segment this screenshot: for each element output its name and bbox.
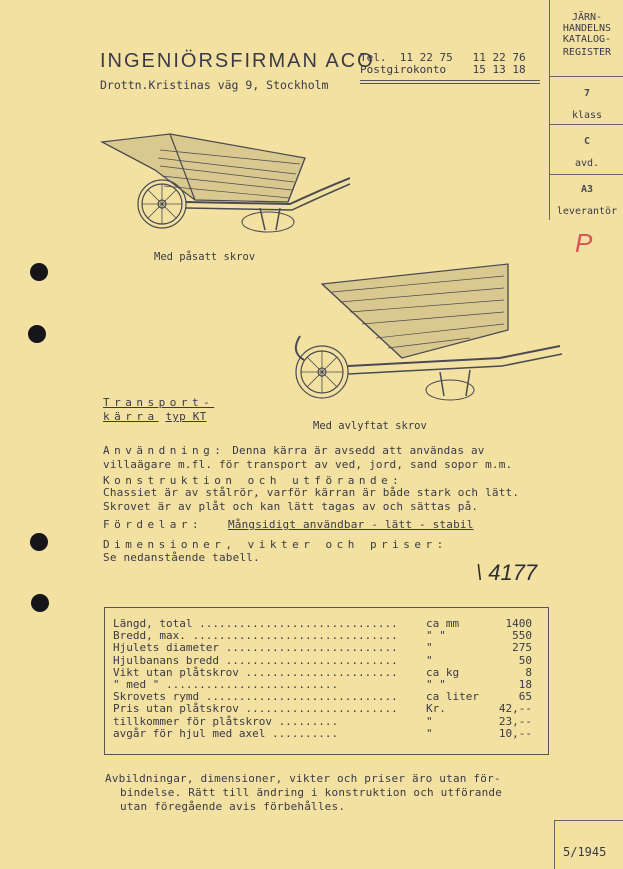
- product-name-line-2: [103, 410, 206, 423]
- table-row-label: Hjulbanans bredd ..........................: [113, 653, 398, 667]
- table-row-unit: ca kg: [426, 665, 460, 679]
- table-row-label: avgår för hjul med axel ..........: [113, 726, 339, 740]
- table-row-unit: ": [426, 653, 433, 667]
- construction-line-1: Chassiet är av stålrör, varför kärran är både stark och lätt.: [103, 486, 520, 499]
- table-row-value: 275: [512, 641, 532, 655]
- table-row-value: 1400: [505, 617, 532, 630]
- table-row-unit: ca mm: [426, 617, 460, 630]
- phone-line-1: Tel. 11 22 75 11 22 76: [360, 51, 526, 64]
- product-name-type: typ KT: [165, 410, 207, 423]
- klass-value: 7: [583, 88, 591, 99]
- caption-lifted-body: Med avlyftat skrov: [313, 420, 427, 432]
- klass-label: klass: [571, 110, 603, 121]
- advantages-line: [103, 518, 474, 531]
- construction-label: Konstruktion och utförande:: [103, 474, 404, 487]
- table-row-value: 50: [518, 653, 532, 667]
- avd-label: avd.: [574, 158, 600, 169]
- usage-label: Användning:: [103, 444, 226, 457]
- dimensions-label: Dimensioner, vikter och priser:: [103, 538, 448, 551]
- footer-line-2: bindelse. Rätt till ändring i konstruktion och utförande: [120, 786, 503, 799]
- leverantor-value: A3: [580, 184, 594, 195]
- table-row-unit: " ": [426, 678, 446, 691]
- table-row-value: 65: [518, 690, 532, 704]
- construction-line-2: Skrovet är av plåt och kan lätt tagas av och sättas på.: [103, 500, 479, 513]
- table-row-value: 18: [518, 678, 532, 691]
- punch-hole: [28, 325, 46, 343]
- table-row-label: Hjulets diameter ..........................: [113, 641, 398, 655]
- date-stamp-box: [554, 820, 623, 869]
- handwritten-mark: P: [575, 228, 593, 258]
- table-row-label: Skrovets rymd .............................: [113, 690, 398, 704]
- table-row-unit: ": [426, 641, 433, 655]
- phone-underline: [360, 83, 540, 84]
- table-row-unit: ": [426, 714, 433, 728]
- avd-value: C: [583, 136, 591, 147]
- table-row-value: 550: [512, 629, 532, 643]
- table-row-value: 42,--: [498, 702, 532, 716]
- date-stamp: 5/1945: [563, 845, 607, 859]
- footer-line-1: Avbildningar, dimensioner, vikter och priser äro utan för-: [105, 772, 501, 785]
- table-row-label: Vikt utan plåtskrov .......................: [113, 665, 398, 679]
- usage-line-1: [103, 444, 485, 457]
- dimensions-text: Se nedanstående tabell.: [103, 551, 260, 564]
- register-heading-2: HANDELNS: [562, 23, 612, 34]
- table-row-label: Längd, total ..............................: [113, 617, 398, 630]
- punch-hole: [31, 594, 49, 612]
- caption-fixed-body: Med påsatt skrov: [154, 251, 256, 263]
- usage-text-1: Denna kärra är avsedd att användas av: [232, 444, 485, 457]
- table-row-value: 23,--: [498, 714, 532, 728]
- table-row-unit: Kr.: [426, 702, 446, 716]
- table-row-unit: ": [426, 726, 433, 740]
- divider: [550, 174, 623, 175]
- footer-line-3: utan föregående avis förbehålles.: [120, 800, 346, 813]
- company-address: Drottn.Kristinas väg 9, Stockholm: [100, 78, 329, 92]
- product-name-line-1: Transport-: [103, 396, 215, 409]
- catalog-register-box: [549, 0, 623, 220]
- phone-line-2: Postgirokonto 15 13 18: [360, 63, 526, 76]
- table-row-label: " med " ..........................: [113, 678, 339, 691]
- table-row-label: tillkommer för plåtskrov .........: [113, 714, 339, 728]
- product-name-karra: kärra: [103, 410, 159, 423]
- table-row-unit: " ": [426, 629, 446, 643]
- table-row-label: Pris utan plåtskrov .......................: [113, 702, 398, 716]
- punch-hole: [30, 533, 48, 551]
- wheelbarrow-illustration-lifted: [290, 262, 565, 410]
- register-heading-4: REGISTER: [562, 47, 612, 58]
- table-row-value: 10,--: [498, 726, 532, 740]
- wheelbarrow-illustration-fixed: [100, 130, 350, 240]
- leverantor-label: leverantör: [556, 206, 618, 217]
- phone-underline: [360, 80, 540, 81]
- advantages-label: Fördelar:: [103, 518, 204, 531]
- table-row-unit: ca liter: [426, 690, 479, 704]
- register-heading-3: KATALOG-: [562, 34, 612, 45]
- punch-hole: [30, 263, 48, 281]
- company-name: INGENIÖRSFIRMAN ACO: [100, 50, 375, 72]
- usage-line-2: villaägare m.fl. för transport av ved, jord, sand sopor m.m.: [103, 458, 513, 471]
- table-row-value: 8: [525, 665, 532, 679]
- divider: [550, 124, 623, 125]
- table-row-label: Bredd, max. ...............................: [113, 629, 398, 643]
- divider: [550, 76, 623, 77]
- register-heading-1: JÄRN-: [571, 12, 603, 23]
- handwritten-number: \ 4177: [476, 560, 538, 585]
- advantages-text: Mångsidigt användbar - lätt - stabil: [227, 518, 474, 531]
